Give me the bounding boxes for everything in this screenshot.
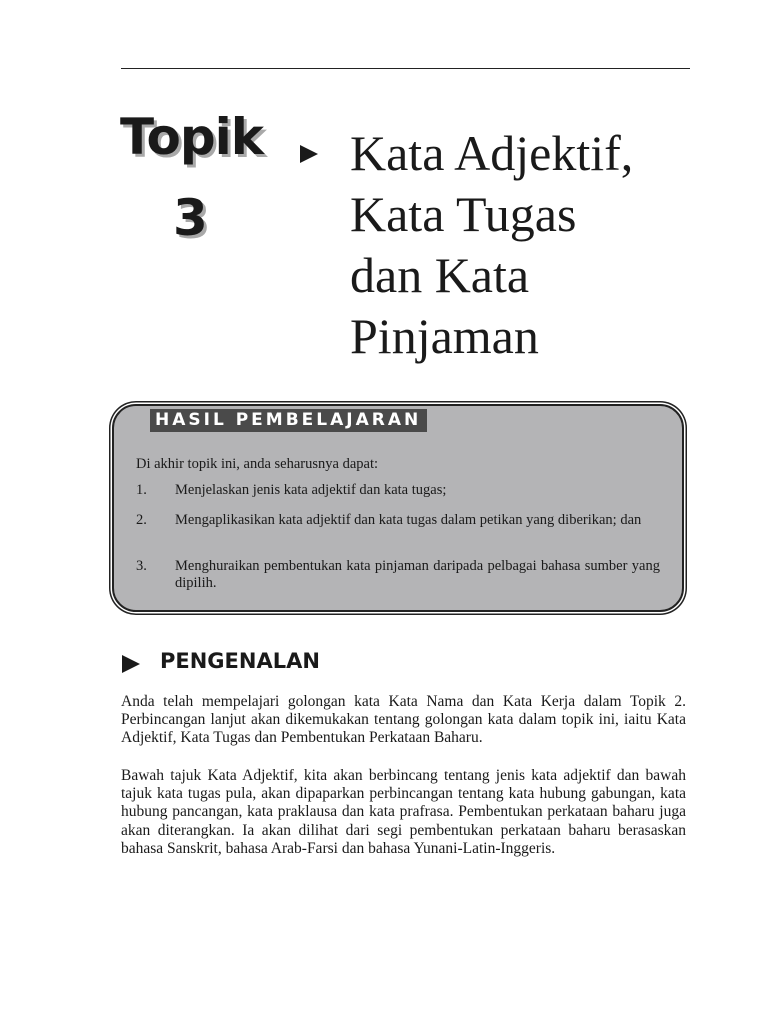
topic-label: Topik xyxy=(120,108,263,166)
outcome-item xyxy=(136,558,660,592)
section-heading: PENGENALAN xyxy=(160,649,320,673)
outcome-text: Menjelaskan jenis kata adjektif dan kata tugas; xyxy=(175,482,447,498)
title-line: dan Kata xyxy=(350,247,530,303)
outcome-text: Mengaplikasikan kata adjektif dan kata tugas dalam petikan yang diberikan; dan xyxy=(175,512,642,528)
title-line: Pinjaman xyxy=(350,308,539,364)
body-paragraph: Anda telah mempelajari golongan kata Kata Nama dan Kata Kerja dalam Topik 2. Perbincangan lanjut akan dikemukakan tentang golongan kata dalam topik ini, iaitu Kata Adjektif, Kata Tugas dan Pembentukan Perkataan Baharu. xyxy=(121,693,686,747)
outcome-item xyxy=(136,482,660,499)
outcome-item xyxy=(136,512,660,529)
outcome-number: 1. xyxy=(136,482,147,498)
topic-number: 3 xyxy=(173,189,208,247)
outcome-number: 3. xyxy=(136,558,147,574)
triangle-right-icon xyxy=(298,143,320,165)
outcome-text: Menghuraikan pembentukan kata pinjaman daripada pelbagai bahasa sumber yang dipilih. xyxy=(175,558,660,591)
top-rule xyxy=(121,68,690,69)
triangle-right-icon xyxy=(121,654,141,674)
title-line: Kata Tugas xyxy=(350,186,577,242)
topic-title xyxy=(350,123,710,367)
learning-outcomes-intro: Di akhir topik ini, anda seharusnya dapat: xyxy=(136,456,379,472)
body-paragraph: Bawah tajuk Kata Adjektif, kita akan berbincang tentang jenis kata adjektif dan bawah tajuk kata tugas pula, akan dipaparkan perbincangan tentang kata hubung gabungan, kata hubung pancangan, kata praklausa dan kata prafrasa. Pembentukan perkataan baharu juga akan diterangkan. Ia akan dilihat dari segi pembentukan perkataan baharu berasaskan bahasa Sanskrit, bahasa Arab-Farsi dan bahasa Yunani-Latin-Inggeris. xyxy=(121,767,686,857)
title-line: Kata Adjektif, xyxy=(350,125,634,181)
learning-outcomes-heading: HASIL PEMBELAJARAN xyxy=(150,409,427,432)
outcome-number: 2. xyxy=(136,512,147,528)
